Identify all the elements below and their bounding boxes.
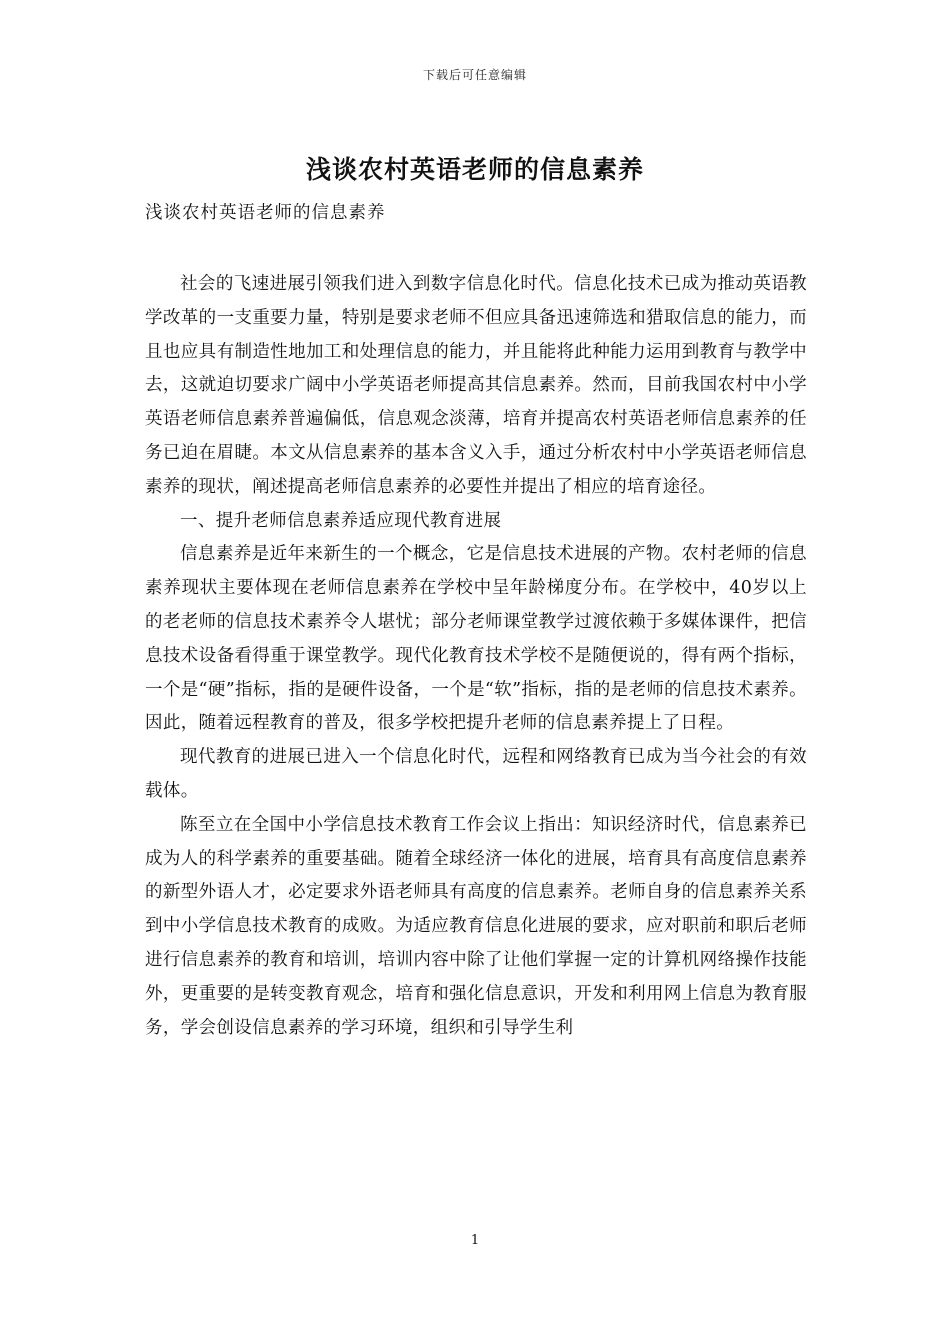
document-body — [145, 268, 807, 1045]
paragraph-intro: 社会的飞速进展引领我们进入到数字信息化时代。信息化技术已成为推动英语教学改革的一支重要力量，特别是要求老师不但应具备迅速筛选和猎取信息的能力，而且也应具有制造性地加工和处理信息的能力，并且能将此种能力运用到教育与教学中去，这就迫切要求广阔中小学英语老师提高其信息素养。然而，目前我国农村中小学英语老师信息素养普遍偏低，信息观念淡薄，培育并提高农村英语老师信息素养的任务已迫在眉睫。本文从信息素养的基本含义入手，通过分析农村中小学英语老师信息素养的现状，阐述提高老师信息素养的必要性并提出了相应的培育途径。 — [145, 274, 807, 497]
document-subtitle: 浅谈农村英语老师的信息素养 — [145, 203, 386, 223]
paragraph-chen-zhili: 陈至立在全国中小学信息技术教育工作会议上指出：知识经济时代，信息素养已成为人的科学素养的重要基础。随着全球经济一体化的进展，培育具有高度信息素养的新型外语人才，必定要求外语老师具有高度的信息素养。老师自身的信息素养关系到中小学信息技术教育的成败。为适应教育信息化进展的要求，应对职前和职后老师进行信息素养的教育和培训，培训内容中除了让他们掌握一定的计算机网络操作技能外，更重要的是转变教育观念，培育和强化信息意识，开发和利用网上信息为教育服务，学会创设信息素养的学习环境，组织和引导学生利 — [145, 814, 807, 1038]
page-header-note: 下载后可任意编辑 — [422, 68, 527, 82]
page-number: 1 — [470, 1233, 480, 1248]
paragraph-info-literacy: 信息素养是近年来新生的一个概念，它是信息技术进展的产物。农村老师的信息素养现状主要体现在老师信息素养在学校中呈年龄梯度分布。在学校中，40岁以上的老老师的信息技术素养令人堪忧；部分老师课堂教学过渡依赖于多媒体课件，把信息技术设备看得重于课堂教学。现代化教育技术学校不是随便说的，得有两个指标，一个是“硬”指标，指的是硬件设备，一个是“软”指标，指的是老师的信息技术素养。因此，随着远程教育的普及，很多学校把提升老师的信息素养提上了日程。 — [145, 544, 807, 734]
document-title: 浅谈农村英语老师的信息素养 — [305, 155, 644, 184]
section-heading-1: 一、提升老师信息素养适应现代教育进展 — [180, 510, 502, 531]
paragraph-modern-education: 现代教育的进展已进入一个信息化时代，远程和网络教育已成为当今社会的有效载体。 — [145, 747, 807, 801]
